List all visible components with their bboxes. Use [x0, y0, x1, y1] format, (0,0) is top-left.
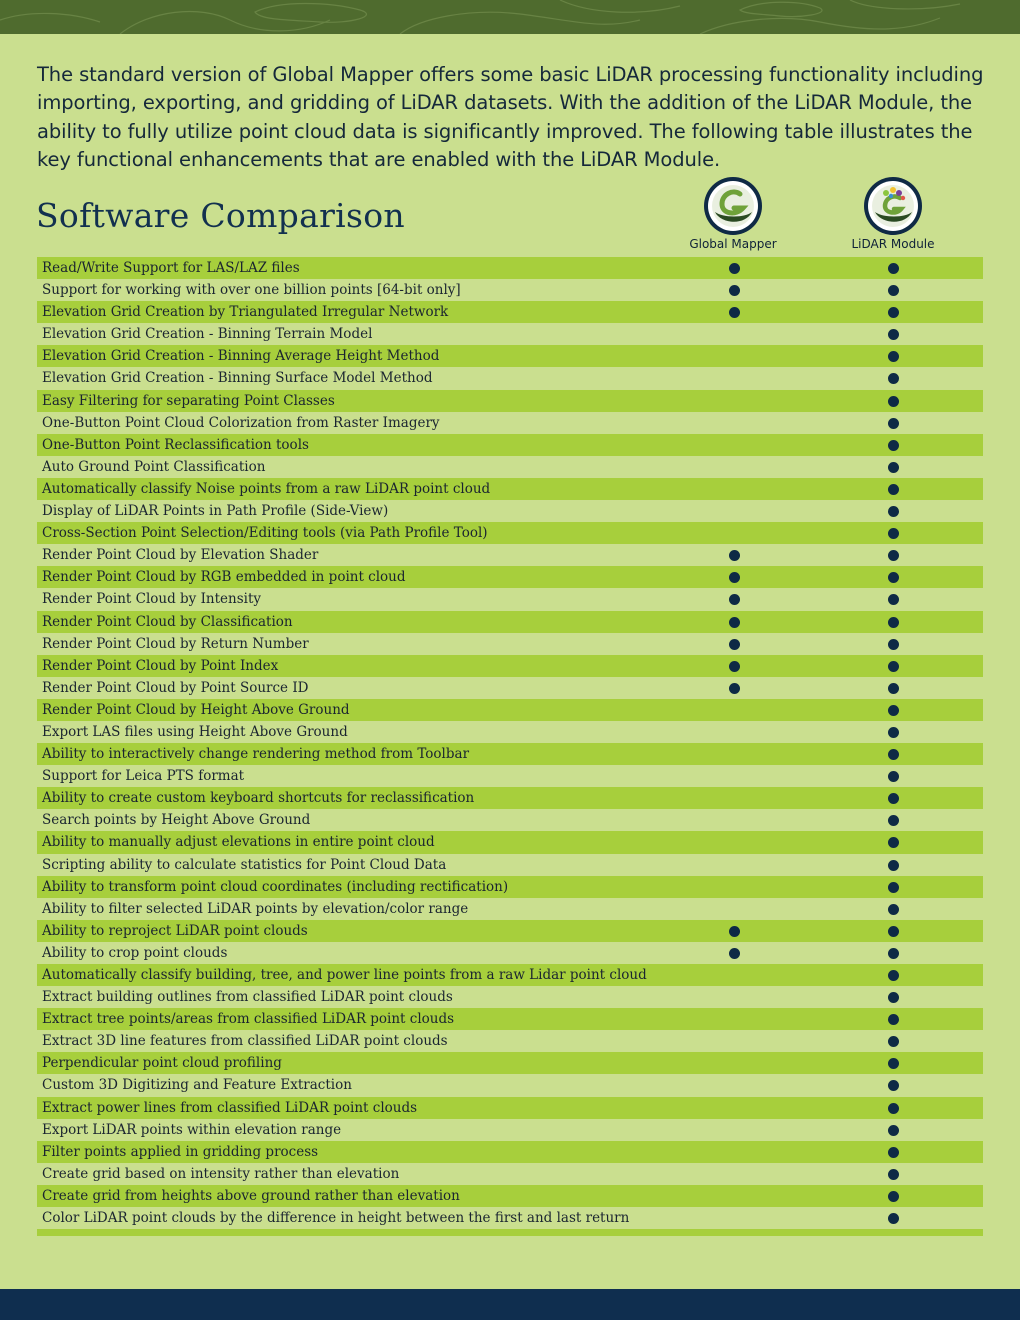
- feature-label: Extract power lines from classified LiDAR point clouds: [42, 1099, 418, 1116]
- feature-label: Export LiDAR points within elevation range: [42, 1121, 342, 1138]
- global-mapper-check-dot: [729, 594, 740, 605]
- table-row: [37, 655, 983, 677]
- table-row: [37, 478, 983, 500]
- lidar-module-check-dot: [888, 639, 899, 650]
- feature-label: Ability to reproject LiDAR point clouds: [42, 922, 308, 939]
- feature-label: Export LAS files using Height Above Ground: [42, 723, 348, 740]
- lidar-module-check-dot: [888, 1147, 899, 1158]
- lidar-module-check-dot: [888, 307, 899, 318]
- feature-label: Elevation Grid Creation - Binning Average Height Method: [42, 348, 440, 365]
- lidar-module-check-dot: [888, 594, 899, 605]
- table-row: [37, 1141, 983, 1163]
- lidar-module-check-dot: [888, 329, 899, 340]
- lidar-module-check-dot: [888, 285, 899, 296]
- feature-label: Elevation Grid Creation - Binning Terrain Model: [42, 326, 373, 343]
- intro-paragraph: The standard version of Global Mapper offers some basic LiDAR processing functionality including importing, exporting, and gridding of LiDAR datasets. With the addition of the LiDAR Module, the ability to fully utilize point cloud data is significantly improved. The following table illustrates the key functional enhancements that are enabled with the LiDAR Module.: [37, 63, 984, 171]
- feature-label: Ability to crop point clouds: [42, 944, 228, 961]
- feature-label: Render Point Cloud by Height Above Ground: [42, 701, 350, 718]
- lidar-module-check-dot: [888, 904, 899, 915]
- feature-label: Render Point Cloud by Return Number: [42, 635, 309, 652]
- feature-label: Custom 3D Digitizing and Feature Extraction: [42, 1077, 352, 1094]
- feature-label: Ability to manually adjust elevations in entire point cloud: [42, 834, 435, 851]
- feature-label: Extract 3D line features from classified LiDAR point clouds: [42, 1033, 448, 1050]
- lidar-module-check-dot: [888, 705, 899, 716]
- lidar-module-check-dot: [888, 418, 899, 429]
- table-row: [37, 1097, 983, 1119]
- table-row: [37, 942, 983, 964]
- feature-label: Display of LiDAR Points in Path Profile (Side-View): [42, 503, 389, 520]
- feature-label: One-Button Point Reclassification tools: [42, 436, 309, 453]
- global-mapper-check-dot: [729, 307, 740, 318]
- feature-label: Render Point Cloud by Classification: [42, 613, 293, 630]
- feature-label: Support for Leica PTS format: [42, 768, 245, 785]
- table-row: [37, 434, 983, 456]
- table-row: [37, 677, 983, 699]
- feature-label: Automatically classify Noise points from a raw LiDAR point cloud: [42, 480, 491, 497]
- table-row: [37, 765, 983, 787]
- table-row: [37, 1163, 983, 1185]
- lidar-module-check-dot: [888, 1213, 899, 1224]
- feature-label: Elevation Grid Creation - Binning Surface Model Method: [42, 370, 433, 387]
- feature-label: Extract building outlines from classified LiDAR point clouds: [42, 989, 453, 1006]
- table-row: [37, 279, 983, 301]
- feature-label: Color LiDAR point clouds by the difference in height between the first and last return: [42, 1210, 630, 1227]
- table-row: [37, 301, 983, 323]
- table-row: [37, 1074, 983, 1096]
- lidar-module-check-dot: [888, 506, 899, 517]
- feature-label: Search points by Height Above Ground: [42, 812, 311, 829]
- table-row: [37, 898, 983, 920]
- feature-label: Render Point Cloud by Elevation Shader: [42, 547, 319, 564]
- table-end-strip: [37, 1229, 983, 1236]
- lidar-module-check-dot: [888, 727, 899, 738]
- lidar-module-check-dot: [888, 1125, 899, 1136]
- lidar-module-check-dot: [888, 351, 899, 362]
- section-title: Software Comparison: [36, 196, 405, 235]
- lidar-module-check-dot: [888, 1014, 899, 1025]
- table-row: [37, 1207, 983, 1229]
- table-row: [37, 456, 983, 478]
- column-header-global-mapper: [673, 176, 793, 256]
- lidar-module-check-dot: [888, 1103, 899, 1114]
- lidar-module-check-dot: [888, 815, 899, 826]
- lidar-module-check-dot: [888, 661, 899, 672]
- table-row: [37, 633, 983, 655]
- feature-label: Filter points applied in gridding process: [42, 1143, 319, 1160]
- global-mapper-check-dot: [729, 639, 740, 650]
- lidar-module-check-dot: [888, 1191, 899, 1202]
- feature-label: Render Point Cloud by Intensity: [42, 591, 262, 608]
- table-row: [37, 390, 983, 412]
- lidar-module-check-dot: [888, 793, 899, 804]
- table-row: [37, 566, 983, 588]
- table-row: [37, 854, 983, 876]
- lidar-module-check-dot: [888, 1058, 899, 1069]
- feature-label: Cross-Section Point Selection/Editing tools (via Path Profile Tool): [42, 525, 488, 542]
- global-mapper-check-dot: [729, 263, 740, 274]
- feature-label: Render Point Cloud by Point Source ID: [42, 679, 309, 696]
- feature-label: Ability to filter selected LiDAR points by elevation/color range: [42, 900, 469, 917]
- table-row: [37, 588, 983, 610]
- footer-bar: [0, 1289, 1020, 1320]
- lidar-module-check-dot: [888, 771, 899, 782]
- global-mapper-check-dot: [729, 617, 740, 628]
- lidar-module-check-dot: [888, 572, 899, 583]
- global-mapper-check-dot: [729, 661, 740, 672]
- global-mapper-check-dot: [729, 285, 740, 296]
- table-row: [37, 920, 983, 942]
- feature-label: One-Button Point Cloud Colorization from Raster Imagery: [42, 414, 440, 431]
- global-mapper-check-dot: [729, 948, 740, 959]
- feature-label: Automatically classify building, tree, and power line points from a raw Lidar point cloud: [42, 967, 647, 983]
- lidar-module-check-dot: [888, 617, 899, 628]
- feature-label: Read/Write Support for LAS/LAZ files: [42, 260, 300, 276]
- lidar-module-check-dot: [888, 396, 899, 407]
- table-row: [37, 1030, 983, 1052]
- global-mapper-logo-icon: [703, 176, 763, 236]
- table-row: [37, 1052, 983, 1074]
- table-row: [37, 1008, 983, 1030]
- lidar-module-check-dot: [888, 992, 899, 1003]
- table-row: [37, 721, 983, 743]
- feature-label: Elevation Grid Creation by Triangulated Irregular Network: [42, 304, 449, 321]
- feature-label: Scripting ability to calculate statistics for Point Cloud Data: [42, 856, 447, 873]
- table-row: [37, 500, 983, 522]
- feature-label: Easy Filtering for separating Point Classes: [42, 392, 335, 409]
- lidar-module-check-dot: [888, 882, 899, 893]
- lidar-module-check-dot: [888, 484, 899, 495]
- lidar-module-check-dot: [888, 462, 899, 473]
- lidar-module-check-dot: [888, 263, 899, 274]
- lidar-module-check-dot: [888, 860, 899, 871]
- lidar-module-check-dot: [888, 926, 899, 937]
- feature-label: Ability to transform point cloud coordinates (including rectification): [42, 878, 509, 895]
- table-row: [37, 522, 983, 544]
- table-row: [37, 345, 983, 367]
- comparison-table: [37, 257, 983, 1236]
- lidar-module-check-dot: [888, 550, 899, 561]
- lidar-module-check-dot: [888, 948, 899, 959]
- lidar-module-check-dot: [888, 373, 899, 384]
- table-row: [37, 1185, 983, 1207]
- header-bar: [0, 0, 1020, 34]
- feature-label: Create grid from heights above ground rather than elevation: [42, 1187, 460, 1204]
- feature-label: Support for working with over one billion points [64-bit only]: [42, 282, 461, 299]
- feature-label: Auto Ground Point Classification: [42, 458, 266, 475]
- table-row: [37, 876, 983, 898]
- feature-label: Render Point Cloud by Point Index: [42, 657, 279, 674]
- table-row: [37, 544, 983, 566]
- table-row: [37, 1119, 983, 1141]
- feature-label: Ability to create custom keyboard shortcuts for reclassification: [42, 790, 475, 807]
- column-header-lidar-module-label: LiDAR Module: [851, 237, 935, 251]
- lidar-module-check-dot: [888, 1036, 899, 1047]
- lidar-module-check-dot: [888, 528, 899, 539]
- lidar-module-logo-icon: [863, 176, 923, 236]
- lidar-module-check-dot: [888, 440, 899, 451]
- table-row: [37, 257, 983, 279]
- global-mapper-check-dot: [729, 572, 740, 583]
- global-mapper-check-dot: [729, 926, 740, 937]
- table-row: [37, 809, 983, 831]
- table-row: [37, 831, 983, 853]
- feature-label: Render Point Cloud by RGB embedded in point cloud: [42, 569, 406, 586]
- table-row: [37, 787, 983, 809]
- table-row: [37, 367, 983, 389]
- topographic-pattern: [0, 0, 1020, 34]
- feature-label: Ability to interactively change rendering method from Toolbar: [42, 746, 470, 763]
- global-mapper-check-dot: [729, 550, 740, 561]
- table-row: [37, 611, 983, 633]
- column-header-lidar-module: [833, 176, 953, 256]
- table-row: [37, 412, 983, 434]
- feature-label: Create grid based on intensity rather than elevation: [42, 1165, 400, 1182]
- table-row: [37, 323, 983, 345]
- feature-label: Perpendicular point cloud profiling: [42, 1055, 282, 1072]
- table-row: [37, 699, 983, 721]
- feature-label: Extract tree points/areas from classified LiDAR point clouds: [42, 1011, 455, 1028]
- table-row: [37, 964, 983, 986]
- lidar-module-check-dot: [888, 1080, 899, 1091]
- lidar-module-check-dot: [888, 837, 899, 848]
- lidar-module-check-dot: [888, 970, 899, 981]
- lidar-module-check-dot: [888, 749, 899, 760]
- global-mapper-check-dot: [729, 683, 740, 694]
- lidar-module-check-dot: [888, 1169, 899, 1180]
- lidar-module-check-dot: [888, 683, 899, 694]
- table-row: [37, 986, 983, 1008]
- column-header-global-mapper-label: Global Mapper: [689, 237, 777, 251]
- table-row: [37, 743, 983, 765]
